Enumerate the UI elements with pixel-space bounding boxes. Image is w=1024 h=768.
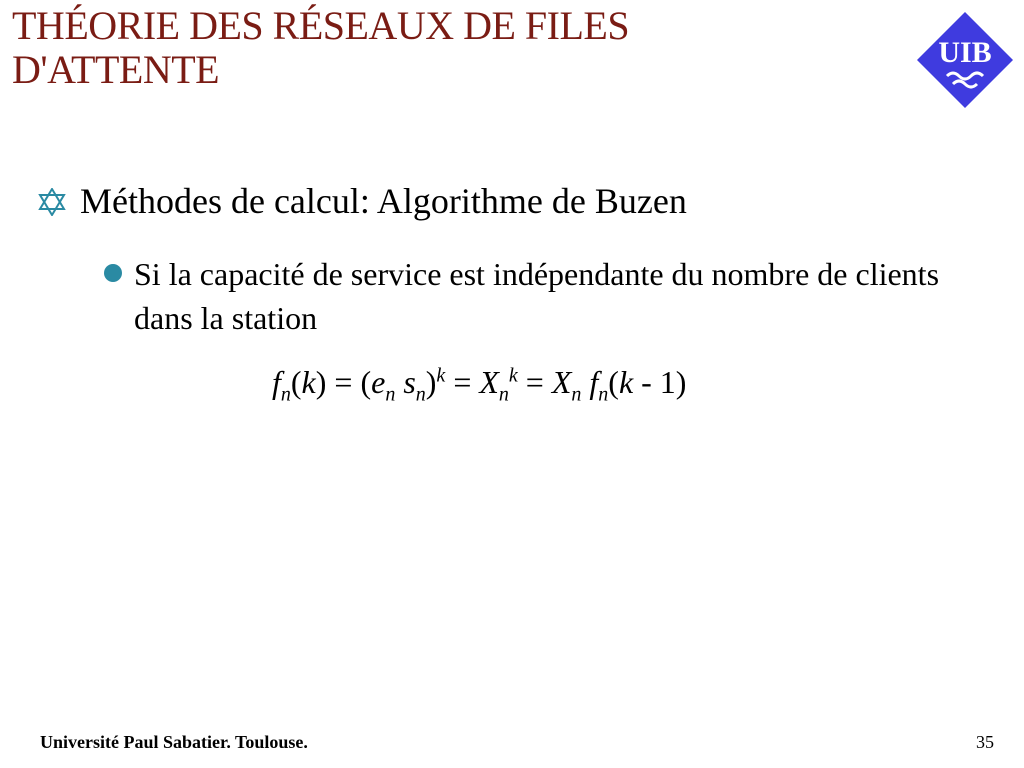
buzen-formula: $f_n(k) = (e_n$ $s_n)^k = X_n^k = X_n$ $f_n(k - 1)$ — [272, 364, 687, 406]
star-of-david-icon — [38, 188, 66, 216]
slide-title-line1: THÉORIE DES RÉSEAUX DE FILES — [12, 3, 630, 48]
page-number: 35 — [976, 732, 994, 752]
bullet-level1-text: Méthodes de calcul: Algorithme de Buzen — [80, 181, 687, 221]
bullet-level2-text: Si la capacité de service est indépendante du nombre de clients dans la station — [134, 256, 940, 336]
slide-title — [12, 4, 892, 92]
dot-bullet-icon — [104, 264, 122, 282]
uib-logo-text: UIB — [938, 36, 992, 69]
slide-title-line2: D'ATTENTE — [12, 47, 220, 92]
uib-logo — [915, 10, 1015, 110]
footer-institution: Université Paul Sabatier. Toulouse. — [40, 732, 308, 752]
